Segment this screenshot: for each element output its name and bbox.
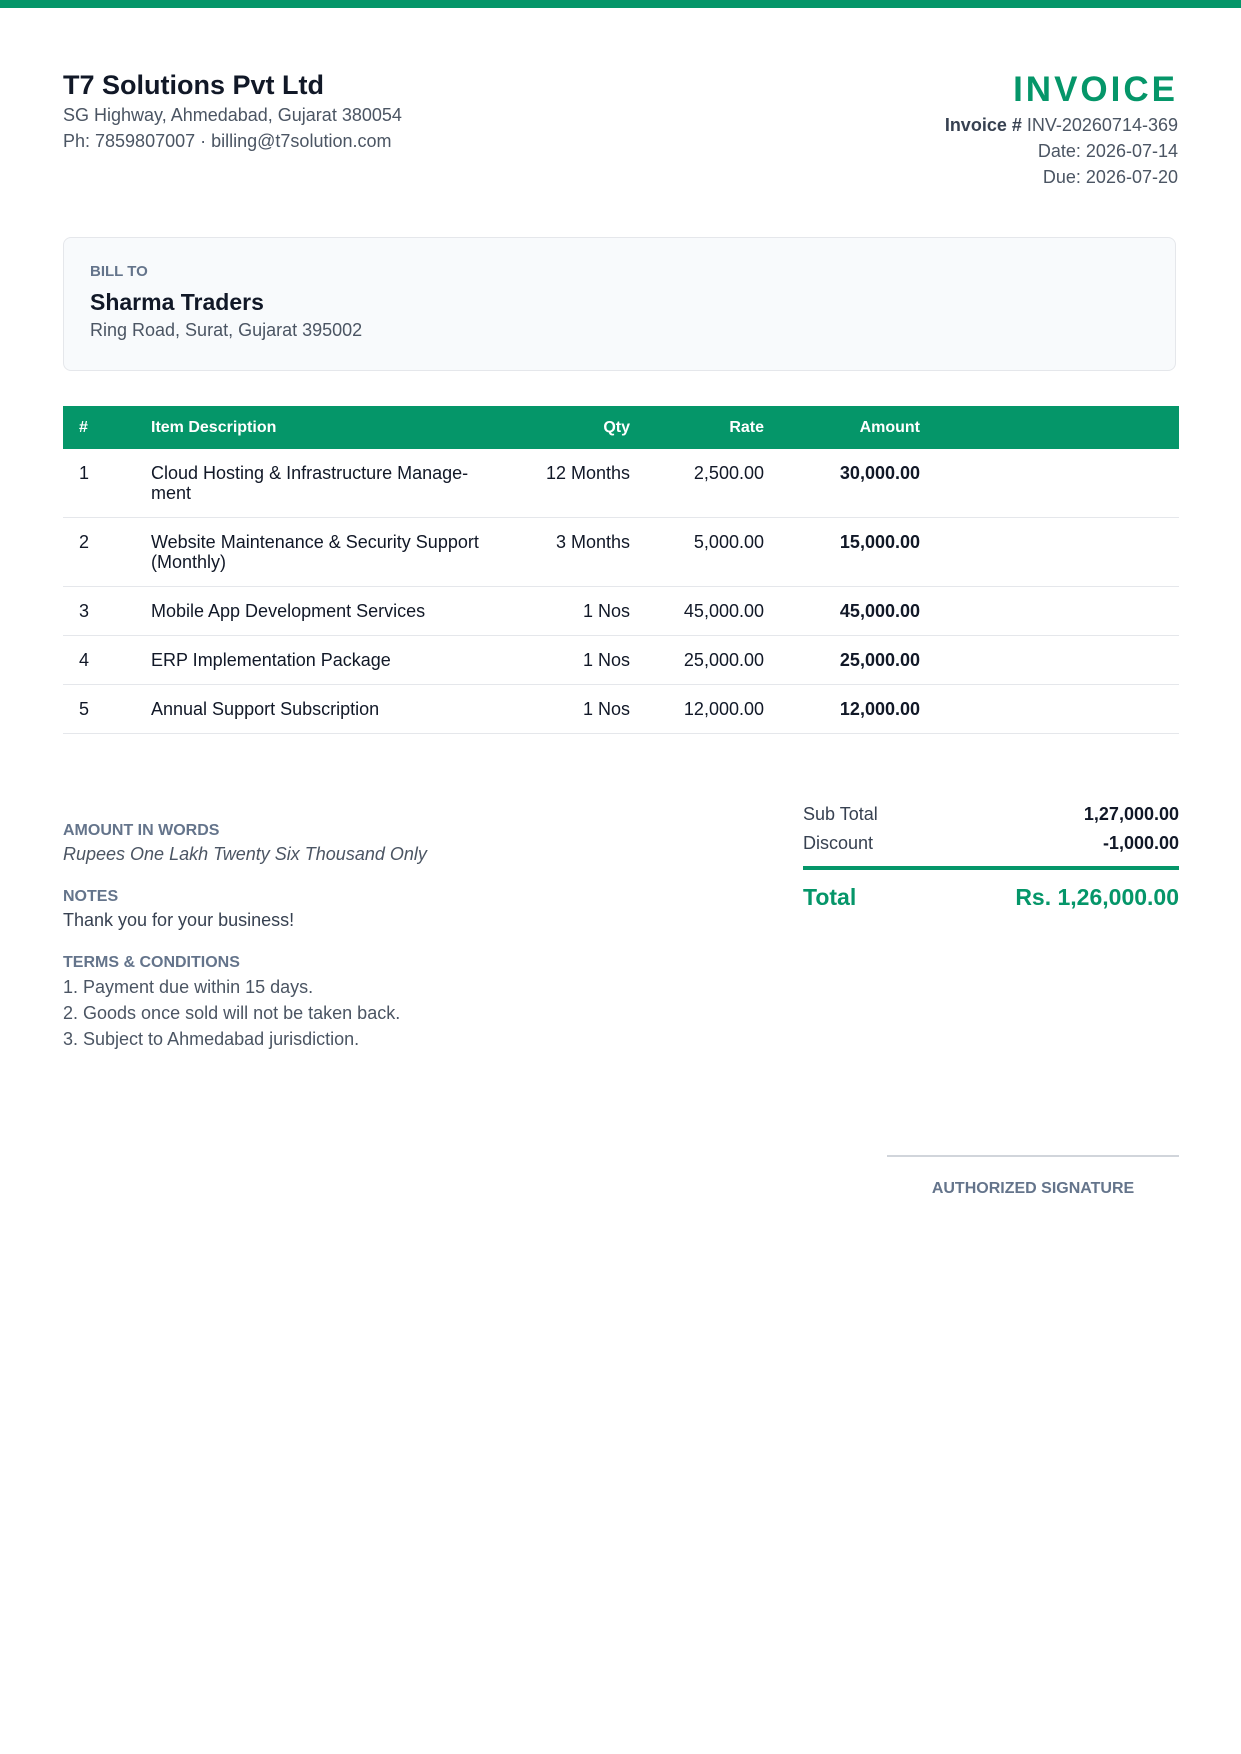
row-num: 5 (63, 685, 139, 734)
terms-label: TERMS & CONDITIONS (63, 954, 240, 971)
row-amount: 12,000.00 (776, 685, 932, 734)
row-rate: 12,000.00 (642, 685, 776, 734)
subtotal-value: 1,27,000.00 (1083, 804, 1179, 824)
invoice-number-line (945, 112, 1178, 138)
totals-box (803, 800, 1179, 912)
total-value: Rs. 1,26,000.00 (1015, 884, 1179, 910)
footer-left-section (63, 820, 623, 1052)
company-address: SG Highway, Ahmedabad, Gujarat 380054 (63, 105, 402, 125)
bill-to-label: BILL TO (90, 263, 148, 280)
company-info (63, 68, 402, 154)
row-description: Annual Support Subscription (139, 685, 508, 734)
company-name: T7 Solutions Pvt Ltd (63, 70, 324, 100)
totals-divider (803, 866, 1179, 870)
amount-in-words-label: AMOUNT IN WORDS (63, 822, 220, 839)
notes-label: NOTES (63, 888, 119, 905)
row-spacer (932, 518, 1179, 587)
total-label: Total (803, 884, 857, 910)
terms-line: 2. Goods once sold will not be taken back. (63, 1003, 401, 1023)
header-amount: Amount (859, 418, 920, 436)
row-rate: 5,000.00 (642, 518, 776, 587)
discount-row (803, 829, 1179, 858)
row-spacer (932, 587, 1179, 636)
invoice-title: INVOICE (1013, 70, 1178, 109)
invoice-date-line (945, 138, 1178, 164)
invoice-date: 2026-07-14 (1085, 141, 1178, 161)
row-description: ERP Implementation Package (139, 636, 508, 685)
invoice-number-label: Invoice # (944, 115, 1022, 135)
table-header-row (63, 406, 1179, 449)
items-table (63, 406, 1179, 734)
invoice-date-label: Date: (1037, 141, 1081, 161)
row-qty: 1 Nos (508, 587, 642, 636)
bill-to-address: Ring Road, Surat, Gujarat 395002 (90, 320, 363, 340)
invoice-due-label: Due: (1042, 167, 1081, 187)
row-num: 4 (63, 636, 139, 685)
table-row (63, 636, 1179, 685)
row-qty: 1 Nos (508, 685, 642, 734)
row-qty: 12 Months (508, 449, 642, 518)
row-amount: 25,000.00 (776, 636, 932, 685)
subtotal-row (803, 800, 1179, 829)
row-rate: 2,500.00 (642, 449, 776, 518)
terms-line: 1. Payment due within 15 days. (63, 977, 314, 997)
invoice-due-line (945, 164, 1178, 190)
row-spacer (932, 449, 1179, 518)
row-rate: 45,000.00 (642, 587, 776, 636)
signature-line (887, 1155, 1179, 1157)
discount-label: Discount (803, 833, 874, 853)
row-amount: 30,000.00 (776, 449, 932, 518)
header-description: Item Description (151, 418, 277, 436)
bill-to-name: Sharma Traders (90, 289, 264, 315)
discount-value: -1,000.00 (1102, 833, 1179, 853)
row-amount: 15,000.00 (776, 518, 932, 587)
header-rate: Rate (729, 418, 764, 436)
header-num: # (79, 418, 88, 436)
row-qty: 3 Months (508, 518, 642, 587)
invoice-due: 2026-07-20 (1085, 167, 1178, 187)
signature-label: AUTHORIZED SIGNATURE (931, 1180, 1135, 1197)
grand-total-row (803, 882, 1179, 912)
invoice-number: INV-20260714-369 (1026, 115, 1178, 135)
table-row (63, 685, 1179, 734)
table-row (63, 449, 1179, 518)
table-row (63, 587, 1179, 636)
row-amount: 45,000.00 (776, 587, 932, 636)
row-num: 1 (63, 449, 139, 518)
company-contact: Ph: 7859807007 · billing@t7solution.com (63, 131, 392, 151)
terms-line: 3. Subject to Ahmedabad jurisdiction. (63, 1029, 360, 1049)
row-num: 2 (63, 518, 139, 587)
header-spacer (932, 406, 1179, 449)
amount-in-words-text: Rupees One Lakh Twenty Six Thousand Only (63, 844, 427, 864)
notes-text: Thank you for your business! (63, 910, 295, 930)
table-row (63, 518, 1179, 587)
row-spacer (932, 685, 1179, 734)
row-spacer (932, 636, 1179, 685)
top-accent-bar (0, 0, 1241, 8)
row-description: Mobile App Development Services (139, 587, 508, 636)
row-qty: 1 Nos (508, 636, 642, 685)
subtotal-label: Sub Total (803, 804, 878, 824)
row-num: 3 (63, 587, 139, 636)
row-description: Website Maintenance & Security Support (Monthly) (139, 518, 508, 587)
row-description: Cloud Hosting & Infrastructure Manage-ment (139, 449, 508, 518)
header-qty: Qty (603, 418, 630, 436)
bill-to-box (63, 237, 1176, 371)
row-rate: 25,000.00 (642, 636, 776, 685)
invoice-header (945, 68, 1178, 190)
